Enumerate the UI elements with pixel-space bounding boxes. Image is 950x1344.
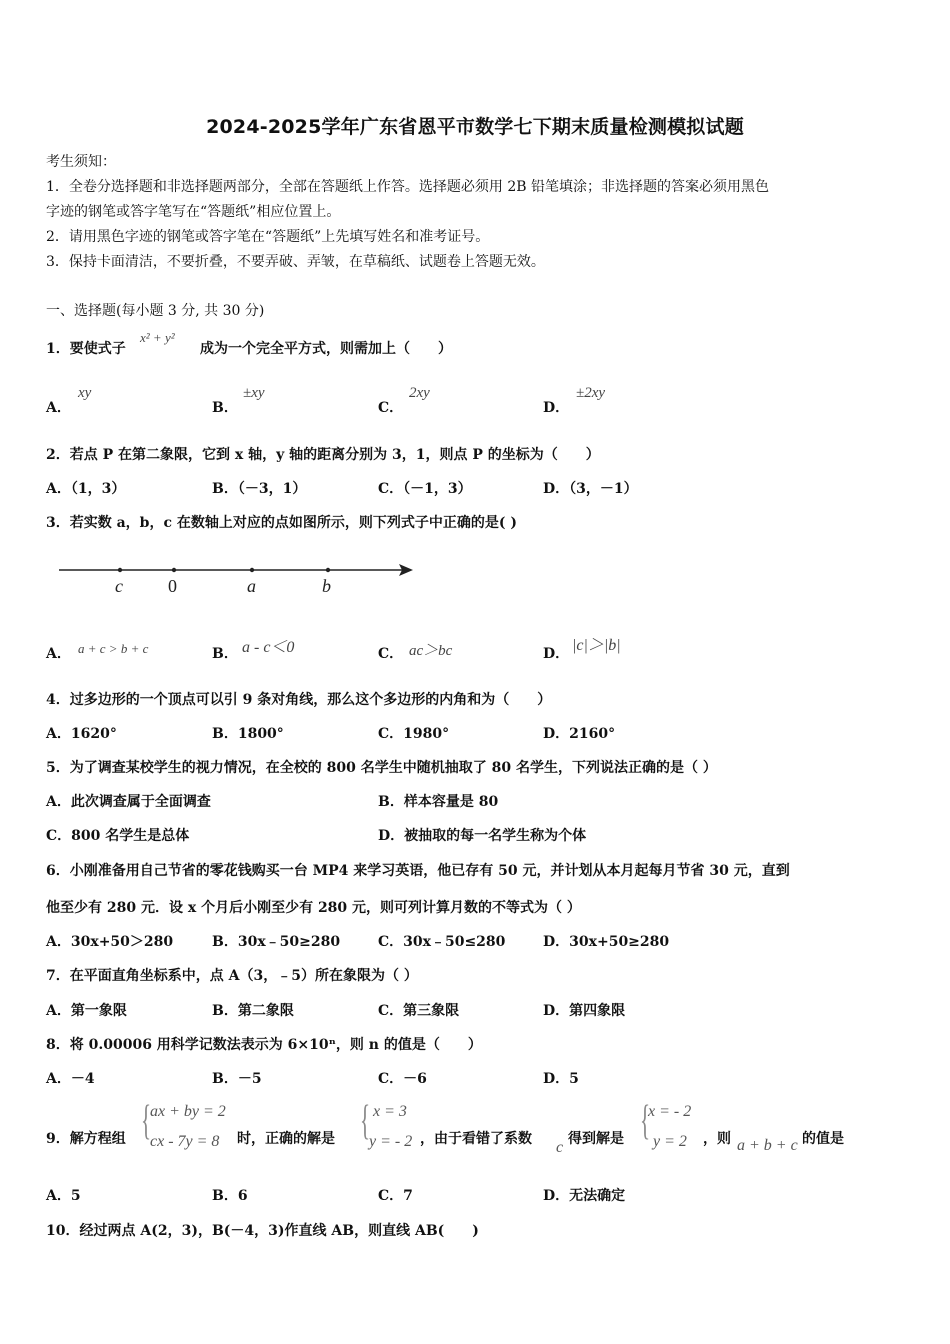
q9-stem-mid1: 时，正确的解是	[237, 1131, 335, 1147]
q2-option-b: B．（－3，1）	[212, 481, 307, 497]
q6-option-c: C．30x﹣50≤280	[378, 934, 506, 950]
q7-option-d: D．第四象限	[543, 1003, 626, 1019]
q5-option-b: B．样本容量是 80	[378, 794, 499, 810]
q1-stem-post: 成为一个完全平方式，则需加上（ ）	[200, 341, 452, 357]
q8-option-d: D．5	[543, 1071, 579, 1087]
q9-system-3-brace: {	[640, 1098, 651, 1144]
q2-option-c: C．（－1，3）	[378, 481, 472, 497]
notice-heading: 考生须知：	[46, 154, 116, 170]
q7-stem: 7．在平面直角坐标系中，点 A（3，﹣5）所在象限为（ ）	[46, 968, 418, 984]
number-line-label-0: 0	[168, 576, 177, 596]
q1-expr: x² + y²	[140, 330, 175, 345]
q5-option-d: D．被抽取的每一名学生称为个体	[378, 828, 587, 844]
number-line-label-a: a	[247, 576, 256, 596]
q9-stem-mid4: ，则	[703, 1131, 731, 1147]
q1-option-b: B．	[212, 400, 238, 416]
q5-option-c: C．800 名学生是总体	[46, 828, 190, 844]
q6-option-d: D．30x+50≥280	[543, 934, 670, 950]
q3-stem: 3．若实数 a，b，c 在数轴上对应的点如图所示，则下列式子中正确的是( )	[46, 515, 517, 531]
notice-line-2: 2．请用黑色字迹的钢笔或答字笔在“答题纸”上先填写姓名和准考证号。	[46, 229, 490, 245]
point-b	[326, 568, 330, 572]
q9-system-3-eq1: x = - 2	[648, 1103, 692, 1120]
q1-stem-pre: 1．要使式子	[46, 341, 126, 357]
q9-stem-mid2: ，由于看错了系数	[420, 1131, 532, 1147]
q1-option-a-expr: xy	[78, 385, 92, 401]
q9-system-1-brace: {	[141, 1098, 152, 1144]
q6-stem-line-1: 6．小刚准备用自己节省的零花钱购买一台 MP4 来学习英语，他已存有 50 元，并计划从本月起每月节省 30 元，直到	[46, 863, 790, 879]
q3-option-c-expr: ac＞bc	[409, 643, 453, 659]
q4-option-d: D．2160°	[543, 726, 616, 742]
q5-option-a: A．此次调查属于全面调查	[46, 794, 211, 810]
q3-option-b: B．	[212, 646, 238, 662]
q10-stem: 10．经过两点 A(2，3)，B(－4，3)作直线 AB，则直线 AB( )	[46, 1223, 479, 1239]
q4-option-a: A．1620°	[46, 726, 117, 742]
q7-option-a: A．第一象限	[46, 1003, 127, 1019]
q9-system-2-brace: {	[360, 1098, 371, 1144]
q7-option-b: B．第二象限	[212, 1003, 294, 1019]
q9-option-c: C．7	[378, 1188, 413, 1204]
q9-system-2-eq2: y = - 2	[369, 1133, 413, 1150]
q1-option-a: A．	[46, 400, 71, 416]
notice-line-1a: 1．全卷分选择题和非选择题两部分，全部在答题纸上作答。选择题必须用 2B 铅笔填涂；非选择题的答案必须用黑色	[46, 179, 769, 195]
q3-option-b-expr: a - c＜0	[242, 639, 295, 656]
section-heading: 一、选择题(每小题 3 分, 共 30 分)	[46, 303, 265, 319]
q6-option-a: A．30x+50＞280	[46, 934, 174, 950]
q2-option-a: A．（1，3）	[46, 481, 126, 497]
q9-option-a: A．5	[46, 1188, 81, 1204]
q8-option-c: C．－6	[378, 1071, 427, 1087]
q9-coefficient-c: c	[556, 1139, 564, 1156]
q8-option-b: B．－5	[212, 1071, 262, 1087]
notice-line-1b: 字迹的钢笔或答字笔写在“答题纸”相应位置上。	[46, 204, 341, 220]
q1-option-d-expr: ±2xy	[576, 385, 606, 401]
q8-stem: 8．将 0.00006 用科学记数法表示为 6×10ⁿ，则 n 的值是（ ）	[46, 1037, 482, 1053]
q9-system-1-eq1: ax + by = 2	[150, 1103, 226, 1120]
point-a	[250, 568, 254, 572]
q9-option-d: D．无法确定	[543, 1188, 626, 1204]
q4-stem: 4．过多边形的一个顶点可以引 9 条对角线，那么这个多边形的内角和为（ ）	[46, 692, 552, 708]
q6-stem-line-2: 他至少有 280 元．设 x 个月后小刚至少有 280 元，则可列计算月数的不等式为（ ）	[46, 900, 581, 916]
q3-option-d: D．	[543, 646, 570, 662]
q2-stem: 2．若点 P 在第二象限，它到 x 轴，y 轴的距离分别为 3，1，则点 P 的坐标为（ ）	[46, 447, 600, 463]
q4-option-b: B．1800°	[212, 726, 284, 742]
q9-expr: a + b + c	[737, 1137, 798, 1154]
q9-system-1-eq2: cx - 7y = 8	[150, 1133, 220, 1150]
q4-option-c: C．1980°	[378, 726, 450, 742]
q5-stem: 5．为了调查某校学生的视力情况，在全校的 800 名学生中随机抽取了 80 名学生，下列说法正确的是（ ）	[46, 760, 717, 776]
notice-line-3: 3．保持卡面清洁，不要折叠，不要弄破、弄皱，在草稿纸、试题卷上答题无效。	[46, 254, 545, 270]
q9-stem-pre: 9．解方程组	[46, 1131, 126, 1147]
q3-option-c: C．	[378, 646, 404, 662]
number-line-figure	[55, 558, 417, 602]
q3-option-d-expr: |c|＞|b|	[572, 637, 621, 654]
q9-option-b: B．6	[212, 1188, 248, 1204]
q9-stem-post: 的值是	[802, 1131, 844, 1147]
point-0	[172, 568, 176, 572]
q1-option-d: D．	[543, 400, 570, 416]
q9-system-3-eq2: y = 2	[653, 1133, 687, 1150]
page-title: 2024-2025学年广东省恩平市数学七下期末质量检测模拟试题	[206, 116, 744, 138]
q3-option-a: A．	[46, 646, 71, 662]
q1-option-c-expr: 2xy	[409, 385, 430, 401]
q7-option-c: C．第三象限	[378, 1003, 460, 1019]
q1-option-b-expr: ±xy	[243, 385, 265, 401]
q8-option-a: A．－4	[46, 1071, 95, 1087]
q9-stem-mid3: 得到解是	[568, 1131, 624, 1147]
q3-option-a-expr: a + c > b + c	[78, 641, 149, 656]
q9-system-2-eq1: x = 3	[373, 1103, 407, 1120]
q2-option-d: D．（3，－1）	[543, 481, 638, 497]
q1-option-c: C．	[378, 400, 404, 416]
number-line-label-c: c	[115, 576, 123, 596]
point-c	[118, 568, 122, 572]
q6-option-b: B．30x﹣50≥280	[212, 934, 341, 950]
number-line-label-b: b	[322, 576, 331, 596]
